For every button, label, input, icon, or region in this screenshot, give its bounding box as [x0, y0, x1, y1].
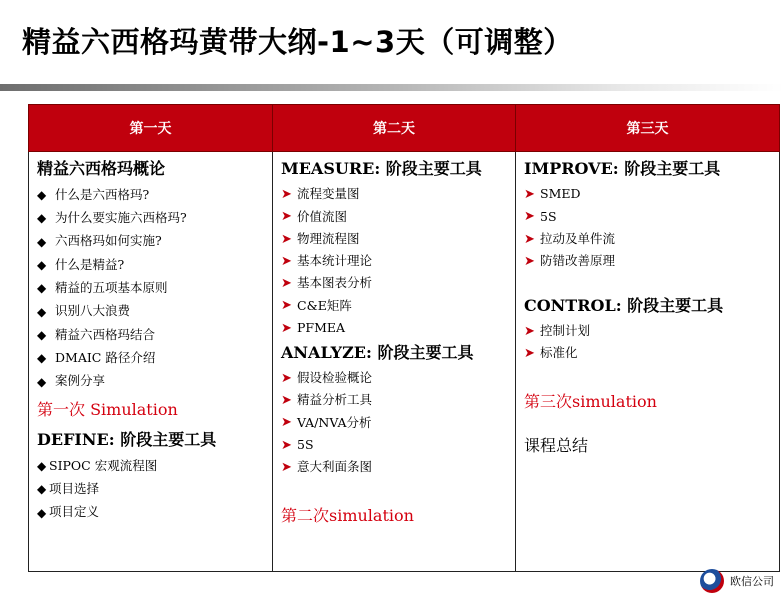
- red-arrow-icon: ➤: [524, 186, 535, 202]
- list-item: ◆ 什么是精益?: [37, 256, 125, 273]
- day2-simulation: 第二次simulation: [281, 505, 414, 525]
- improve-heading: IMPROVE: 阶段主要工具: [524, 159, 721, 178]
- list-item: ➤ 5S: [281, 436, 314, 453]
- table-header-row: [29, 105, 780, 152]
- list-item: ➤ 假设检验概论: [281, 369, 373, 386]
- page-title: 精益六西格玛黄带大纲-1~3天（可调整）: [22, 25, 573, 59]
- red-arrow-icon: ➤: [281, 298, 292, 314]
- control-heading: CONTROL: 阶段主要工具: [524, 295, 724, 315]
- black-diamond-icon: ◆: [37, 505, 47, 520]
- measure-list: [281, 184, 507, 340]
- red-arrow-icon: ➤: [524, 346, 535, 362]
- black-diamond-icon: ◆: [37, 482, 47, 497]
- table-body-row: [29, 152, 780, 572]
- analyze-heading: ANALYZE: 阶段主要工具: [281, 342, 474, 362]
- day1-heading: 精益六西格玛概论: [37, 159, 166, 178]
- list-item: ◆ DMAIC 路径介绍: [37, 349, 156, 366]
- title-divider: [0, 84, 784, 91]
- list-item: ◆ 项目选择: [37, 480, 100, 497]
- list-item: ➤ 流程变量图: [281, 186, 360, 202]
- red-arrow-icon: ➤: [281, 276, 292, 292]
- red-arrow-icon: ➤: [281, 459, 292, 475]
- list-item: ➤ 基本图表分析: [281, 275, 373, 292]
- day1-cell: [29, 152, 273, 572]
- list-item: ➤ C&E矩阵: [281, 297, 352, 314]
- red-arrow-icon: ➤: [524, 231, 535, 247]
- company-logo-icon: [700, 569, 724, 593]
- list-item: ◆ 项目定义: [37, 504, 100, 520]
- red-arrow-icon: ➤: [281, 209, 292, 225]
- header-day3: 第三天: [516, 105, 780, 152]
- black-diamond-icon: ◆: [37, 211, 47, 226]
- list-item: ◆ 六西格玛如何实施?: [37, 233, 162, 249]
- black-diamond-icon: ◆: [37, 374, 47, 389]
- list-item: ◆ 案例分享: [37, 373, 106, 389]
- measure-heading: MEASURE: 阶段主要工具: [281, 159, 482, 178]
- analyze-list: [281, 367, 507, 478]
- red-arrow-icon: ➤: [281, 253, 292, 269]
- black-diamond-icon: ◆: [37, 327, 47, 342]
- red-arrow-icon: ➤: [524, 323, 535, 339]
- list-item: ➤ 物理流程图: [281, 230, 360, 247]
- list-item: ➤ 精益分析工具: [281, 392, 373, 408]
- red-arrow-icon: ➤: [281, 370, 292, 386]
- header-day2: 第二天: [273, 105, 516, 152]
- red-arrow-icon: ➤: [281, 392, 292, 408]
- black-diamond-icon: ◆: [37, 281, 47, 296]
- list-item: ◆ 精益的五项基本原则: [37, 279, 168, 296]
- list-item: ◆ 识别八大浪费: [37, 303, 131, 319]
- list-item: ➤ SMED: [524, 186, 581, 202]
- define-heading: DEFINE: 阶段主要工具: [37, 429, 217, 449]
- list-item: ➤ 基本统计理论: [281, 253, 373, 269]
- red-arrow-icon: ➤: [524, 253, 535, 269]
- header-day1: 第一天: [29, 105, 273, 152]
- day2-cell: [273, 152, 516, 572]
- black-diamond-icon: ◆: [37, 258, 47, 273]
- course-summary: 课程总结: [524, 435, 589, 455]
- red-arrow-icon: ➤: [281, 231, 292, 247]
- red-arrow-icon: ➤: [281, 320, 292, 336]
- day1-list: [37, 184, 264, 394]
- list-item: ➤ PFMEA: [281, 320, 346, 336]
- define-list: [37, 454, 264, 524]
- list-item: ◆ SIPOC 宏观流程图: [37, 457, 158, 473]
- improve-list: [524, 184, 771, 273]
- list-item: ➤ 拉动及单件流: [524, 230, 616, 247]
- control-list: [524, 320, 771, 365]
- red-arrow-icon: ➤: [281, 186, 292, 202]
- red-arrow-icon: ➤: [281, 437, 292, 453]
- day3-cell: [516, 152, 780, 572]
- list-item: ➤ 5S: [524, 208, 557, 225]
- list-item: ◆ 什么是六西格玛?: [37, 186, 150, 203]
- day3-simulation: 第三次simulation: [524, 391, 657, 411]
- black-diamond-icon: ◆: [37, 351, 47, 366]
- list-item: ➤ 标准化: [524, 345, 578, 362]
- black-diamond-icon: ◆: [37, 304, 47, 319]
- company-name: 欧信公司: [730, 574, 774, 588]
- list-item: ➤ 价值流图: [281, 208, 348, 225]
- list-item: ➤ 控制计划: [524, 323, 591, 339]
- spacer: [524, 273, 771, 295]
- list-item: ➤ VA/NVA分析: [281, 414, 372, 431]
- company-logo: [700, 567, 784, 594]
- black-diamond-icon: ◆: [37, 459, 47, 473]
- outline-table: [28, 104, 780, 572]
- list-item: ➤ 防错改善原理: [524, 253, 616, 269]
- black-diamond-icon: ◆: [37, 188, 47, 203]
- red-arrow-icon: ➤: [524, 209, 535, 225]
- black-diamond-icon: ◆: [37, 234, 47, 249]
- list-item: ◆ 精益六西格玛结合: [37, 326, 156, 342]
- day1-simulation: 第一次 Simulation: [37, 400, 178, 420]
- red-arrow-icon: ➤: [281, 415, 292, 431]
- list-item: ◆ 为什么要实施六西格玛?: [37, 210, 187, 226]
- list-item: ➤ 意大利面条图: [281, 459, 373, 475]
